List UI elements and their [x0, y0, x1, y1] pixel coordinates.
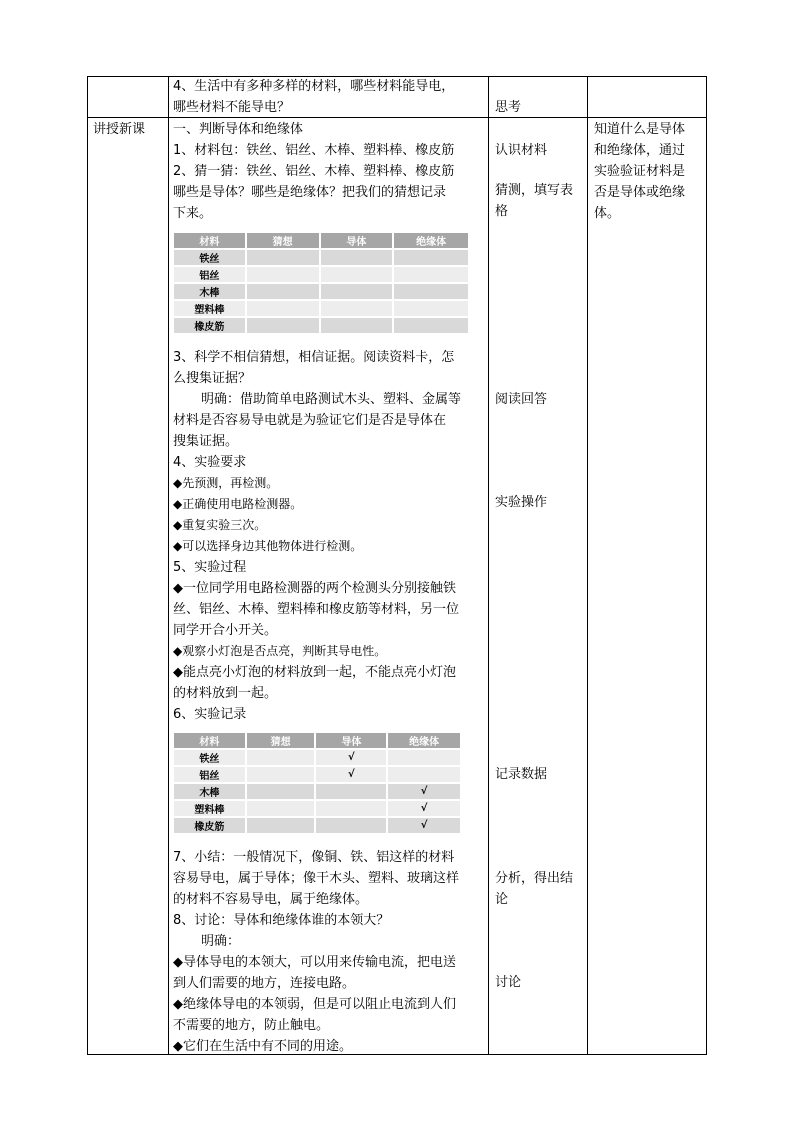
col-divider	[488, 76, 489, 1055]
table-header: 猜想	[246, 733, 316, 749]
table-cell	[246, 266, 320, 283]
content-section-b	[173, 347, 461, 725]
table-row	[174, 800, 461, 817]
text-line: 一、判断导体和绝缘体	[173, 122, 304, 137]
table-cell	[320, 249, 394, 266]
text-line: 格	[495, 204, 509, 219]
col-divider	[87, 76, 88, 1055]
table-header: 材料	[174, 233, 246, 249]
table-header: 绝缘体	[393, 233, 469, 249]
activity-label: 记录数据	[495, 767, 548, 782]
table-cell: 铝丝	[174, 766, 246, 783]
table-cell: 橡皮筋	[174, 817, 246, 834]
stage-label: 讲授新课	[93, 122, 146, 137]
table-cell: 塑料棒	[174, 800, 246, 817]
table-cell	[246, 800, 316, 817]
text-line: 6、实验记录	[173, 707, 247, 722]
table-row	[174, 766, 461, 783]
guess-table	[174, 233, 470, 335]
table-cell: √	[387, 800, 461, 817]
table-cell: 橡皮筋	[174, 317, 246, 334]
table-cell	[320, 300, 394, 317]
table-cell	[393, 283, 469, 300]
text-line: 3、科学不相信猜想，相信证据。阅读资料卡，怎	[173, 350, 455, 365]
col-divider	[706, 76, 707, 1055]
table-cell	[315, 817, 387, 834]
table-cell	[393, 317, 469, 334]
text-line: ◆正确使用电路检测器。	[173, 497, 303, 511]
table-row	[174, 300, 469, 317]
activity-label: 讨论	[495, 975, 522, 990]
text-line: ◆导体导电的本领大，可以用来传输电流，把电送	[173, 955, 456, 970]
table-cell	[246, 766, 316, 783]
text-line: 否是导体或绝缘	[594, 185, 686, 200]
top-row-content	[173, 76, 454, 118]
table-row	[174, 266, 469, 283]
table-header: 猜想	[246, 233, 320, 249]
text-line: 5、实验过程	[173, 560, 247, 575]
text-line: 不需要的地方，防止触电。	[173, 1018, 330, 1033]
text-line: 2、猜一猜：铁丝、铝丝、木棒、塑料棒、橡皮筋	[173, 164, 455, 179]
table-cell	[320, 317, 394, 334]
top-row-activity: 思考	[495, 100, 522, 115]
table-header: 导体	[315, 733, 387, 749]
text-line: ◆观察小灯泡是否点亮，判断其导电性。	[173, 644, 387, 658]
text-line: 猜测，填写表	[495, 183, 574, 198]
text-line: 到人们需要的地方，连接电路。	[173, 976, 356, 991]
text-line: 分析，得出结	[495, 871, 574, 886]
activity-label	[495, 180, 573, 222]
text-line: ◆可以选择身边其他物体进行检测。	[173, 539, 363, 553]
text-line: ◆一位同学用电路检测器的两个检测头分别接触铁	[173, 581, 456, 596]
activity-label	[495, 868, 573, 910]
text-line: 论	[495, 892, 509, 907]
table-header: 导体	[320, 233, 394, 249]
text-line: ◆先预测，再检测。	[173, 476, 279, 490]
table-cell	[246, 783, 316, 800]
table-row	[174, 783, 461, 800]
table-row	[174, 749, 461, 766]
activity-label: 实验操作	[495, 495, 548, 510]
table-cell	[315, 800, 387, 817]
table-cell	[320, 283, 394, 300]
content-section-c	[173, 847, 459, 1057]
table-cell: 木棒	[174, 783, 246, 800]
text-line: ◆能点亮小灯泡的材料放到一起，不能点亮小灯泡	[173, 665, 456, 680]
table-cell: 铁丝	[174, 249, 246, 266]
text-line: 8、讨论：导体和绝缘体谁的本领大？	[173, 913, 390, 928]
table-cell: 塑料棒	[174, 300, 246, 317]
table-cell: √	[315, 766, 387, 783]
table-header: 材料	[174, 733, 246, 749]
text-line: 4、生活中有多种多样的材料，哪些材料能导电，	[173, 79, 455, 94]
table-cell	[393, 249, 469, 266]
text-line: 哪些是导体？哪些是绝缘体？把我们的猜想记录	[173, 185, 447, 200]
text-line: ◆它们在生活中有不同的用途。	[173, 1039, 352, 1054]
text-line: 哪些材料不能导电？	[173, 100, 291, 115]
table-cell	[246, 749, 316, 766]
table-cell	[315, 783, 387, 800]
content-section-a	[173, 119, 454, 224]
table-cell	[246, 283, 320, 300]
table-row	[174, 283, 469, 300]
table-cell	[246, 317, 320, 334]
lesson-plan-table	[87, 76, 707, 1055]
table-cell: 铝丝	[174, 266, 246, 283]
table-header: 绝缘体	[387, 733, 461, 749]
table-cell: 铁丝	[174, 749, 246, 766]
col-divider	[587, 76, 588, 1055]
table-cell: √	[315, 749, 387, 766]
table-cell	[246, 817, 316, 834]
table-row	[174, 817, 461, 834]
text-line: 同学开合小开关。	[173, 623, 278, 638]
text-line: 容易导电，属于导体；像干木头、塑料、玻璃这样	[173, 871, 460, 886]
text-line: 的材料放到一起。	[173, 686, 278, 701]
table-cell	[387, 766, 461, 783]
text-line: 4、实验要求	[173, 455, 247, 470]
text-line: 么搜集证据？	[173, 371, 252, 386]
table-row	[174, 249, 469, 266]
text-line: 明确：	[201, 934, 241, 949]
record-table	[174, 733, 462, 835]
table-row	[174, 317, 469, 334]
text-line: 材料是否容易导电就是为验证它们是否是导体在	[173, 413, 447, 428]
text-line: 搜集证据。	[173, 434, 239, 449]
table-cell	[393, 300, 469, 317]
text-line: ◆重复实验三次。	[173, 518, 267, 532]
text-line: 丝、铝丝、木棒、塑料棒和橡皮筋等材料，另一位	[173, 602, 460, 617]
text-line: 体。	[594, 206, 621, 221]
table-cell: √	[387, 783, 461, 800]
text-line: 明确：借助简单电路测试木头、塑料、金属等	[201, 392, 462, 407]
text-line: 下来。	[173, 206, 213, 221]
text-line: 7、小结：一般情况下，像铜、铁、铝这样的材料	[173, 850, 455, 865]
table-cell	[246, 300, 320, 317]
text-line: 的材料不容易导电，属于绝缘体。	[173, 892, 369, 907]
text-line: 和绝缘体，通过	[594, 143, 686, 158]
table-cell	[387, 749, 461, 766]
table-cell	[320, 266, 394, 283]
design-intent	[594, 119, 685, 224]
table-cell: 木棒	[174, 283, 246, 300]
activity-label: 认识材料	[495, 143, 548, 158]
text-line: 实验验证材料是	[594, 164, 686, 179]
text-line: 1、材料包：铁丝、铝丝、木棒、塑料棒、橡皮筋	[173, 143, 455, 158]
activity-label: 阅读回答	[495, 392, 548, 407]
col-divider	[168, 76, 169, 1055]
table-cell	[246, 249, 320, 266]
table-cell: √	[387, 817, 461, 834]
text-line: ◆绝缘体导电的本领弱，但是可以阻止电流到人们	[173, 997, 456, 1012]
table-cell	[393, 266, 469, 283]
text-line: 知道什么是导体	[594, 122, 686, 137]
